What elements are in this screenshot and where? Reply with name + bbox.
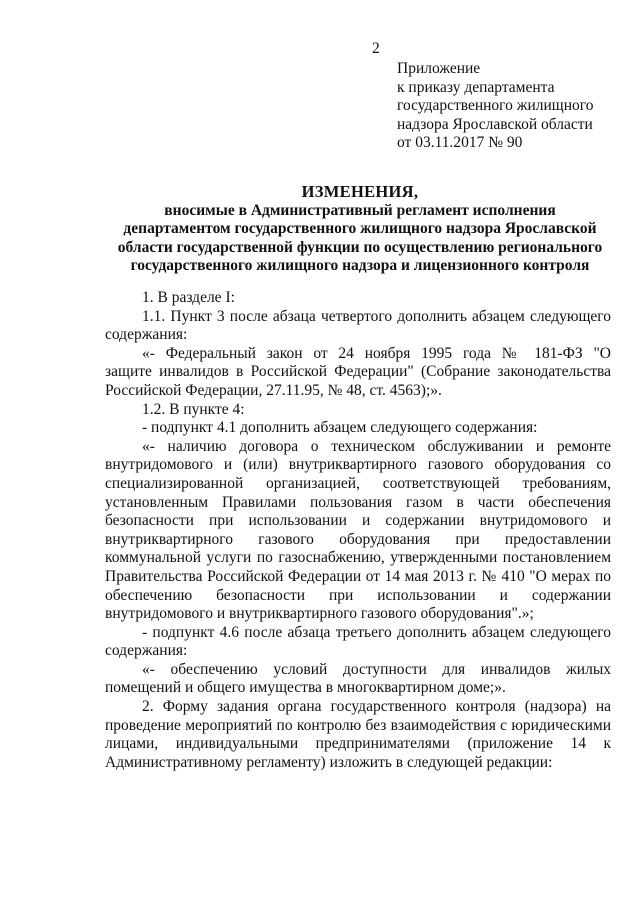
title-line: вносимые в Административный регламент исполнения — [164, 202, 556, 220]
title-heading: ИЗМЕНЕНИЯ, — [301, 182, 419, 201]
document-body — [105, 289, 611, 772]
body-line: «- обеспечению условий доступности для инвалидов жилых — [142, 660, 611, 678]
body-line: содержания: — [105, 642, 188, 660]
body-line: - подпункт 4.6 после абзаца третьего дополнить абзацем следующего — [142, 623, 611, 641]
body-line: Административному регламенту) изложить в следующей редакции: — [105, 753, 553, 771]
body-line: специализированной организацией, соответствующей требованиям, — [105, 474, 611, 492]
body-line: защите инвалидов в Российской Федерации" (Собрание законодательства — [105, 363, 611, 381]
appendix-line: от 03.11.2017 № 90 — [397, 134, 523, 151]
body-line: внутридомового и (или) внутриквартирного газового оборудования со — [105, 456, 611, 474]
body-line: содержания: — [105, 326, 188, 344]
appendix-block — [397, 60, 627, 153]
page-number: 2 — [372, 40, 380, 57]
body-line: внутриквартирного газового оборудования при предоставлении — [105, 530, 611, 548]
body-line: безопасности при использовании и содержании внутридомового и — [105, 512, 611, 530]
title-line: департаментом государственного жилищного надзора Ярославской — [123, 220, 597, 238]
body-line: Правительства Российской Федерации от 14 мая 2013 г. № 410 "О мерах по — [105, 567, 611, 585]
body-line: 2. Форму задания органа государственного контроля (надзора) на — [142, 698, 611, 716]
body-line: коммунальной услуги по газоснабжению, утвержденными постановлением — [105, 549, 611, 567]
appendix-line: государственного жилищного — [397, 97, 594, 114]
body-line: - подпункт 4.1 дополнить абзацем следующего содержания: — [142, 419, 538, 437]
body-line: лицами, индивидуальными предпринимателями (приложение 14 к — [105, 735, 611, 753]
body-line: «- Федеральный закон от 24 ноября 1995 года № 181-ФЗ "О — [142, 344, 611, 362]
title-line: государственного жилищного надзора и лицензионного контроля — [130, 256, 590, 274]
body-line: 1. В разделе I: — [142, 289, 235, 306]
body-line: 1.2. В пункте 4: — [142, 400, 245, 418]
body-line: помещений и общего имущества в многоквартирном доме;». — [105, 679, 506, 697]
document-title — [100, 183, 620, 275]
body-line: установленным Правилами пользования газом в части обеспечения — [105, 493, 611, 511]
appendix-line: надзора Ярославской области — [397, 115, 593, 133]
body-line: Российской Федерации, 27.11.95, № 48, ст. 4563);». — [105, 381, 442, 399]
body-line: 1.1. Пункт 3 после абзаца четвертого дополнить абзацем следующего — [142, 307, 611, 325]
body-line: обеспечению безопасности при использовании и содержании — [105, 586, 611, 604]
body-line: проведение мероприятий по контролю без взаимодействия с юридическими — [105, 716, 611, 734]
appendix-line: к приказу департамента — [397, 78, 555, 96]
appendix-line: Приложение — [397, 60, 481, 77]
body-line: внутридомового и внутриквартирного газового оборудования".»; — [105, 605, 534, 623]
body-line: «- наличию договора о техническом обслуживании и ремонте — [142, 437, 611, 455]
title-line: области государственной функции по осуществлению регионального — [117, 238, 603, 256]
